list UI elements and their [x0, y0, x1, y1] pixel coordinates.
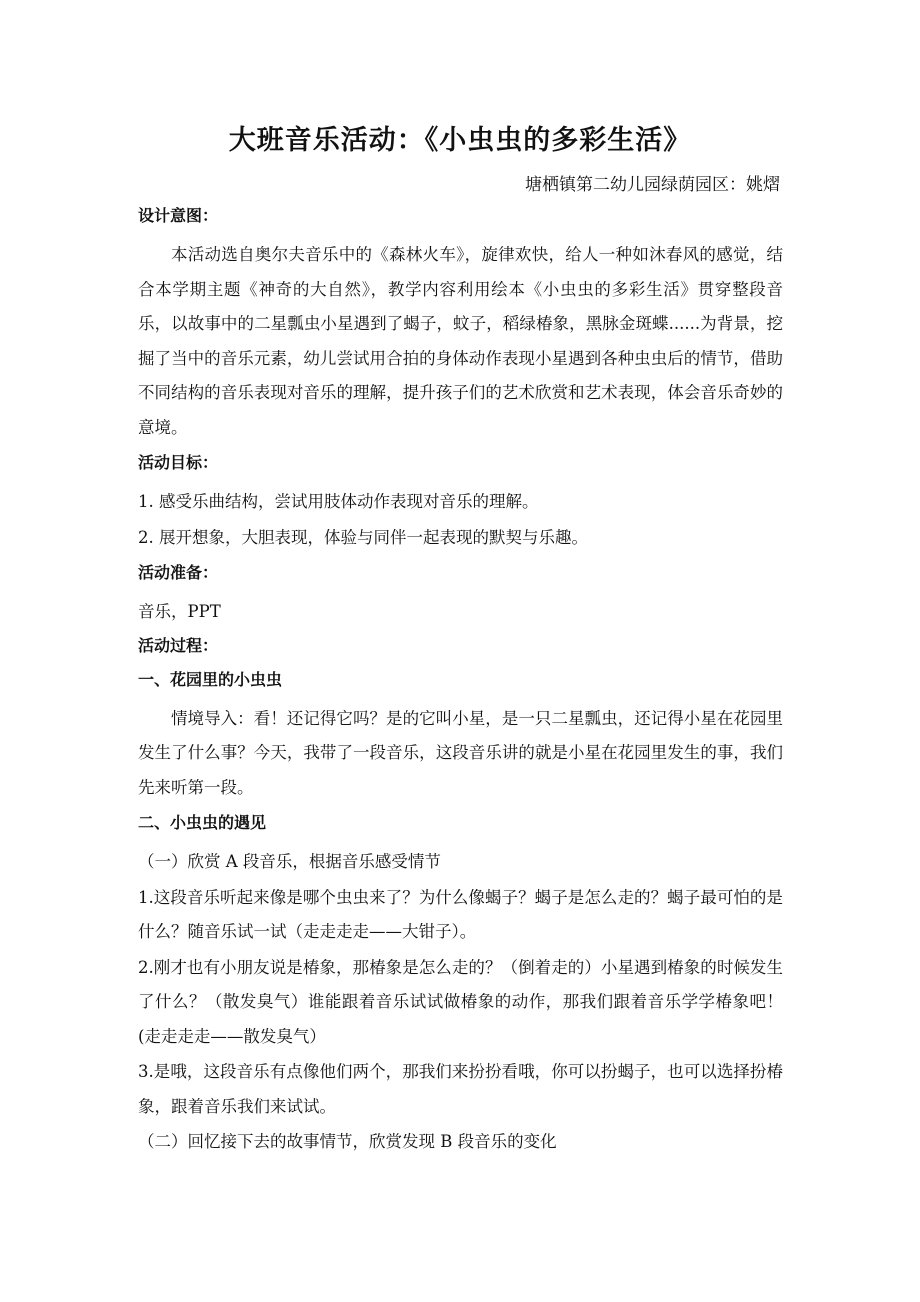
- process-heading: 活动过程：: [138, 635, 219, 655]
- goals-heading: 活动目标：: [138, 453, 219, 472]
- part1-heading: 一、花园里的小虫虫: [138, 669, 283, 689]
- design-intent-heading: 设计意图：: [138, 206, 219, 225]
- design-intent-paragraph: 本活动选自奥尔夫音乐中的《森林火车》，旋律欢快，给人一种如沐春风的感觉，结合本学期主题《神奇的大自然》，教学内容利用绘本《小虫虫的多彩生活》贯穿整段音乐，以故事中的二星瓢虫小星遇到了蝎子，蚊子，稻绿椿象，黑脉金斑蝶......为背景，挖掘了当中的音乐元素，幼儿尝试用合拍的身体动作表现小星遇到各种虫虫后的情节，借助不同结构的音乐表现对音乐的理解，提升孩子们的艺术欣赏和艺术表现，体会音乐奇妙的意境。: [138, 245, 783, 437]
- part2-q2: 2.刚才也有小朋友说是椿象，那椿象是怎么走的？（倒着走的）小星遇到椿象的时候发生了什么？（散发臭气）谁能跟着音乐试试做椿象的动作，那我们跟着音乐学学椿象吧！(走走走走——散发臭气）: [138, 957, 783, 1046]
- part2-heading: 二、小虫虫的遇见: [138, 813, 267, 832]
- part2-sub1: （一）欣赏 A 段音乐，根据音乐感受情节: [138, 852, 441, 871]
- author-line: 塘栖镇第二幼儿园绿荫园区：姚熠: [525, 175, 780, 195]
- preparation-heading: 活动准备：: [138, 563, 219, 582]
- part2-q1: 1.这段音乐听起来像是哪个虫虫来了？为什么像蝎子？蝎子是怎么走的？蝎子最可怕的是什么？随音乐试一试（走走走走——大钳子）。: [138, 887, 783, 941]
- part1-paragraph: 情境导入：看！还记得它吗？是的它叫小星，是一只二星瓢虫，还记得小星在花园里发生了什么事？今天，我带了一段音乐，这段音乐讲的就是小星在花园里发生的事，我们先来听第一段。: [138, 708, 783, 797]
- document-body: [138, 204, 783, 1161]
- document-title: 大班音乐活动：《小虫虫的多彩生活》: [228, 125, 692, 156]
- part2-q3: 3.是哦，这段音乐有点像他们两个，那我们来扮扮看哦，你可以扮蝎子，也可以选择扮椿象，跟着音乐我们来试试。: [138, 1062, 783, 1116]
- part2-sub2: （二）回忆接下去的故事情节，欣赏发现 B 段音乐的变化: [138, 1132, 557, 1151]
- goal-item-2: 2. 展开想象，大胆表现，体验与同伴一起表现的默契与乐趣。: [138, 527, 588, 547]
- preparation-text: 音乐，PPT: [138, 602, 221, 621]
- goal-item-1: 1. 感受乐曲结构，尝试用肢体动作表现对音乐的理解。: [138, 492, 539, 511]
